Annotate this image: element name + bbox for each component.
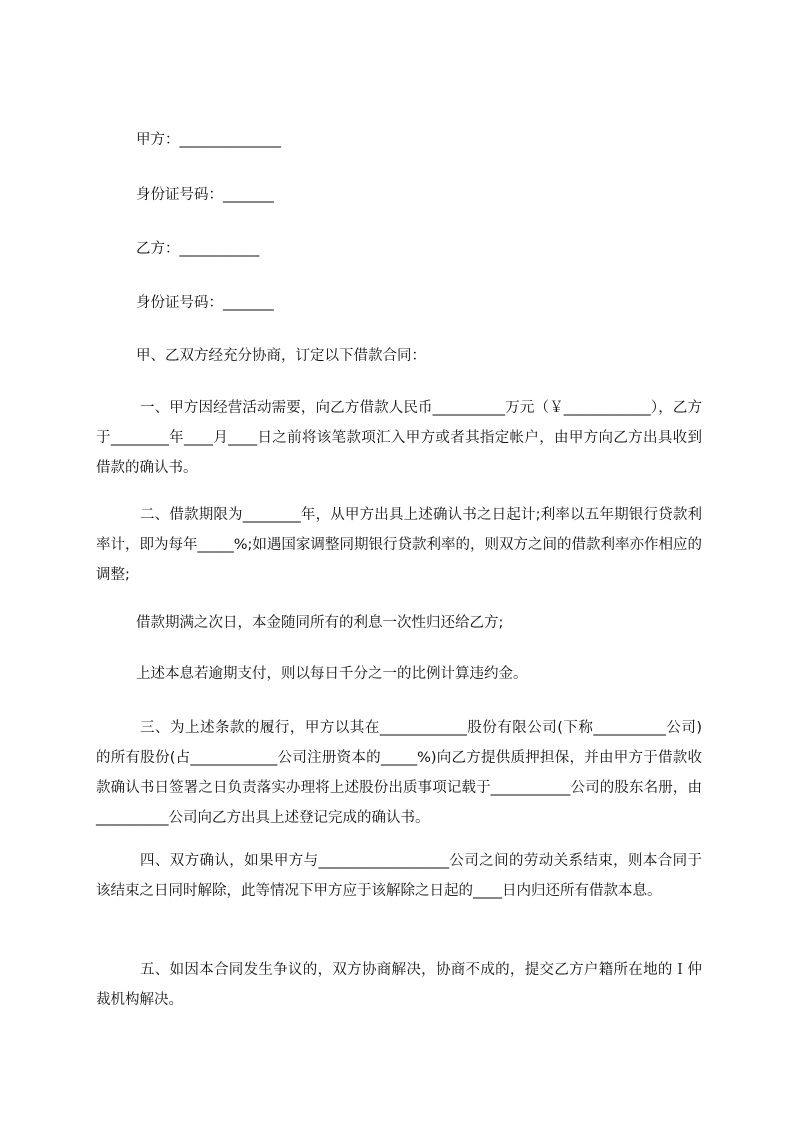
party-b-line: 乙方：___________ [136,241,260,257]
maturity-line: 借款期满之次日，本金随同所有的利息一次性归还给乙方; [136,615,504,631]
clause-4: 四、双方确认，如果甲方与__________________公司之间的劳动关系结束，则本合同于该结束之日同时解除，此等情况下甲方应于该解除之日起的____日内归还所有借款本息。 [96,853,702,899]
clause-2: 二、借款期限为________年，从甲方出具上述确认书之日起计;利率以五年期银行贷款利率计，即为每年_____%;如遇国家调整同期银行贷款利率的，则双方之间的借款利率亦作相应的调整; [96,507,702,583]
party-a-id-line: 身份证号码：_______ [136,187,274,203]
party-b-id-line: 身份证号码：_______ [136,295,274,311]
clause-5: 五、如因本合同发生争议的，双方协商解决，协商不成的，提交乙方户籍所在地的Ｉ仲裁机构解决。 [96,962,702,1008]
intro-line: 甲、乙双方经充分协商，订定以下借款合同： [136,348,426,364]
clause-1: 一、甲方因经营活动需要，向乙方借款人民币__________万元（￥____________），乙方于________年____月____日之前将该笔款项汇入甲方或者其指定帐户，由甲方向乙方出具收到借款的确认书。 [96,400,702,476]
clause-3: 三、为上述条款的履行，甲方以其在____________股份有限公司(下称__________公司)的所有股份(占____________公司注册资本的_____%)向乙方提供质押担保，并由甲方于借款收款确认书日签署之日负责落实办理将上述股份出质事项记载于___________公司的股东名册，由__________公司向乙方出具上述登记完成的确认书。 [96,720,702,826]
penalty-line: 上述本息若逾期支付，则以每日千分之一的比例计算违约金。 [136,666,528,682]
party-a-line: 甲方：______________ [136,132,281,148]
